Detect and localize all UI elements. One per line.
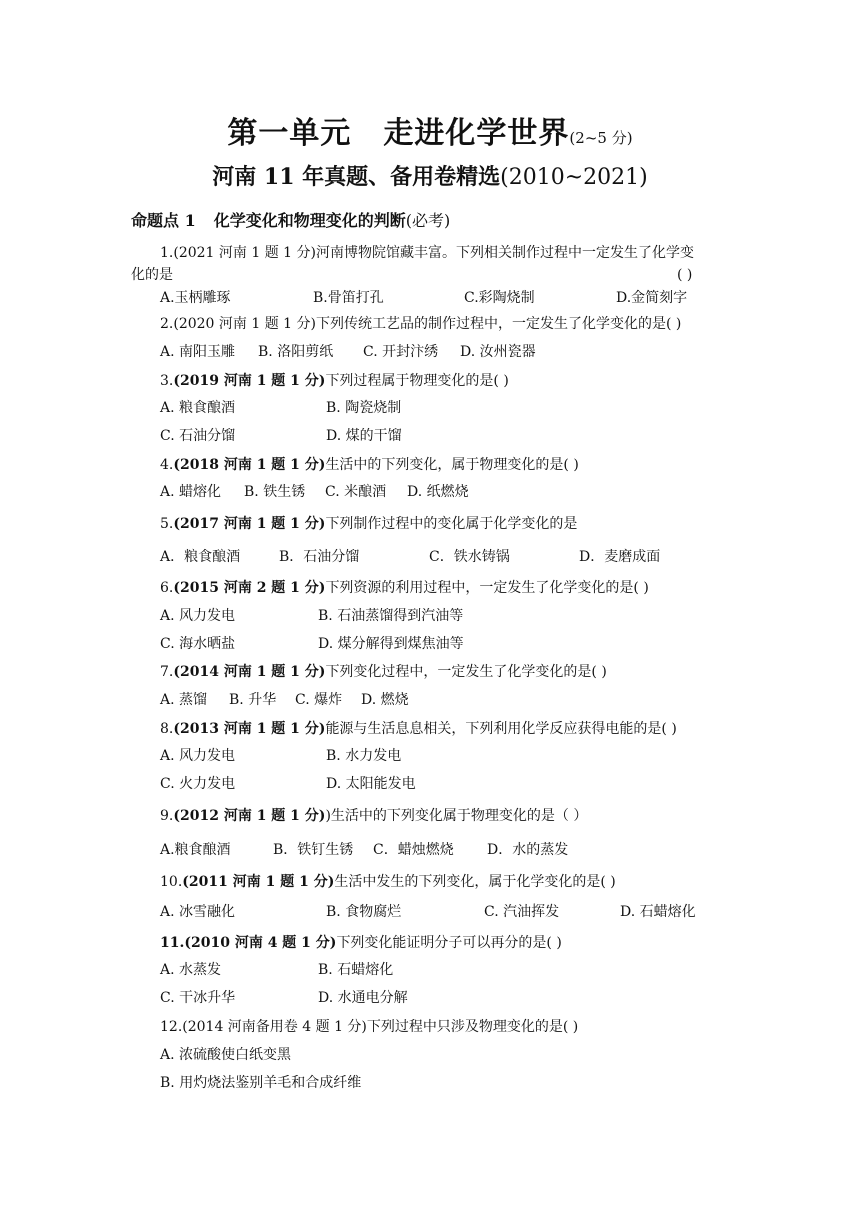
option-d: D. 纸燃烧	[407, 484, 469, 500]
option-a: A. 水蒸发	[160, 962, 222, 978]
option-a: A.粮食酿酒	[160, 842, 231, 858]
question-9-stem: 9.(2012 河南 1 题 1 分))生活中的下列变化属于物理变化的是（ ）	[160, 808, 588, 824]
question-5-stem: 5.(2017 河南 1 题 1 分)下列制作过程中的变化属于化学变化的是	[160, 516, 578, 532]
question-1-stem-cont: 化的是	[131, 267, 173, 283]
option-c: C．铁水铸锅	[429, 549, 510, 565]
option-c: C.彩陶烧制	[464, 290, 535, 306]
option-d: D. 太阳能发电	[326, 776, 416, 792]
option-d: D. 煤分解得到煤焦油等	[318, 636, 464, 652]
option-a: A. 冰雪融化	[160, 904, 236, 920]
option-a: A. 浓硫酸使白纸变黑	[160, 1047, 292, 1063]
question-1-stem: 1.(2021 河南 1 题 1 分)河南博物院馆藏丰富。下列相关制作过程中一定发生了化学变	[160, 245, 694, 261]
collection-title	[0, 160, 860, 191]
option-c: C. 汽油挥发	[484, 904, 560, 920]
option-b: B. 升华	[229, 692, 277, 708]
option-d: D. 燃烧	[361, 692, 409, 708]
option-b: B. 水力发电	[326, 748, 402, 764]
question-7-stem: 7.(2014 河南 1 题 1 分)下列变化过程中，一定发生了化学变化的是( )	[160, 664, 607, 680]
option-b: B．石油分馏	[279, 549, 360, 565]
option-a: A.玉柄雕琢	[160, 290, 231, 306]
unit-title-main: 第一单元	[227, 116, 352, 151]
option-a: A. 蜡熔化	[160, 484, 222, 500]
option-c: C. 米酿酒	[325, 484, 387, 500]
option-d: D. 石蜡熔化	[620, 904, 696, 920]
option-b: B. 陶瓷烧制	[326, 400, 402, 416]
option-b: B. 石油蒸馏得到汽油等	[318, 608, 464, 624]
question-10-stem: 10.(2011 河南 1 题 1 分)生活中发生的下列变化，属于化学变化的是( )	[160, 874, 616, 890]
section-heading	[131, 208, 450, 231]
collection-title-years: (2010~2021)	[500, 165, 648, 190]
option-b: B. 用灼烧法鉴别羊毛和合成纤维	[160, 1075, 362, 1091]
option-b: B.骨笛打孔	[313, 290, 384, 306]
section-tag: (必考)	[405, 211, 451, 230]
option-c: C. 爆炸	[295, 692, 343, 708]
section-label: 命题点 1	[131, 211, 196, 230]
option-b: B. 铁生锈	[244, 484, 306, 500]
unit-score-note: (2~5 分)	[569, 129, 633, 147]
option-b: B. 洛阳剪纸	[258, 344, 334, 360]
option-d: D．麦磨成面	[579, 549, 661, 565]
option-a: A. 风力发电	[160, 748, 236, 764]
option-a: A．粮食酿酒	[160, 549, 241, 565]
question-8-stem: 8.(2013 河南 1 题 1 分)能源与生活息息相关，下列利用化学反应获得电能的是( )	[160, 721, 677, 737]
option-d: D. 煤的干馏	[326, 428, 402, 444]
option-d: D.金简刻字	[616, 290, 688, 306]
question-12-stem: 12.(2014 河南备用卷 4 题 1 分)下列过程中只涉及物理变化的是( )	[160, 1019, 579, 1035]
option-c: C. 干冰升华	[160, 990, 236, 1006]
option-d: D．水的蒸发	[487, 842, 569, 858]
option-a: A. 粮食酿酒	[160, 400, 236, 416]
option-b: B. 石蜡熔化	[318, 962, 394, 978]
option-d: D. 水通电分解	[318, 990, 408, 1006]
question-4-stem: 4.(2018 河南 1 题 1 分)生活中的下列变化，属于物理变化的是( )	[160, 457, 579, 473]
option-c: C. 海水晒盐	[160, 636, 236, 652]
option-c: C. 石油分馏	[160, 428, 236, 444]
unit-title-sub: 走进化学世界	[383, 116, 570, 151]
option-c: C．蜡烛燃烧	[373, 842, 454, 858]
option-c: C. 火力发电	[160, 776, 236, 792]
collection-title-main: 河南 11 年真题、备用卷精选	[212, 164, 501, 190]
answer-bracket: ( )	[677, 267, 693, 283]
section-title: 化学变化和物理变化的判断	[213, 211, 406, 230]
question-2-stem: 2.(2020 河南 1 题 1 分)下列传统工艺品的制作过程中，一定发生了化学变化的是( )	[160, 316, 682, 332]
question-6-stem: 6.(2015 河南 2 题 1 分)下列资源的利用过程中，一定发生了化学变化的是( )	[160, 580, 649, 596]
option-d: D. 汝州瓷器	[460, 344, 536, 360]
option-a: A. 蒸馏	[160, 692, 208, 708]
question-3-stem: 3.(2019 河南 1 题 1 分)下列过程属于物理变化的是( )	[160, 373, 509, 389]
option-b: B．铁钉生锈	[273, 842, 354, 858]
option-b: B. 食物腐烂	[326, 904, 402, 920]
option-a: A. 风力发电	[160, 608, 236, 624]
option-c: C. 开封汴绣	[363, 344, 439, 360]
question-11-stem: 11.(2010 河南 4 题 1 分)下列变化能证明分子可以再分的是( )	[160, 935, 562, 951]
option-a: A. 南阳玉雕	[160, 344, 236, 360]
unit-title	[0, 108, 860, 152]
